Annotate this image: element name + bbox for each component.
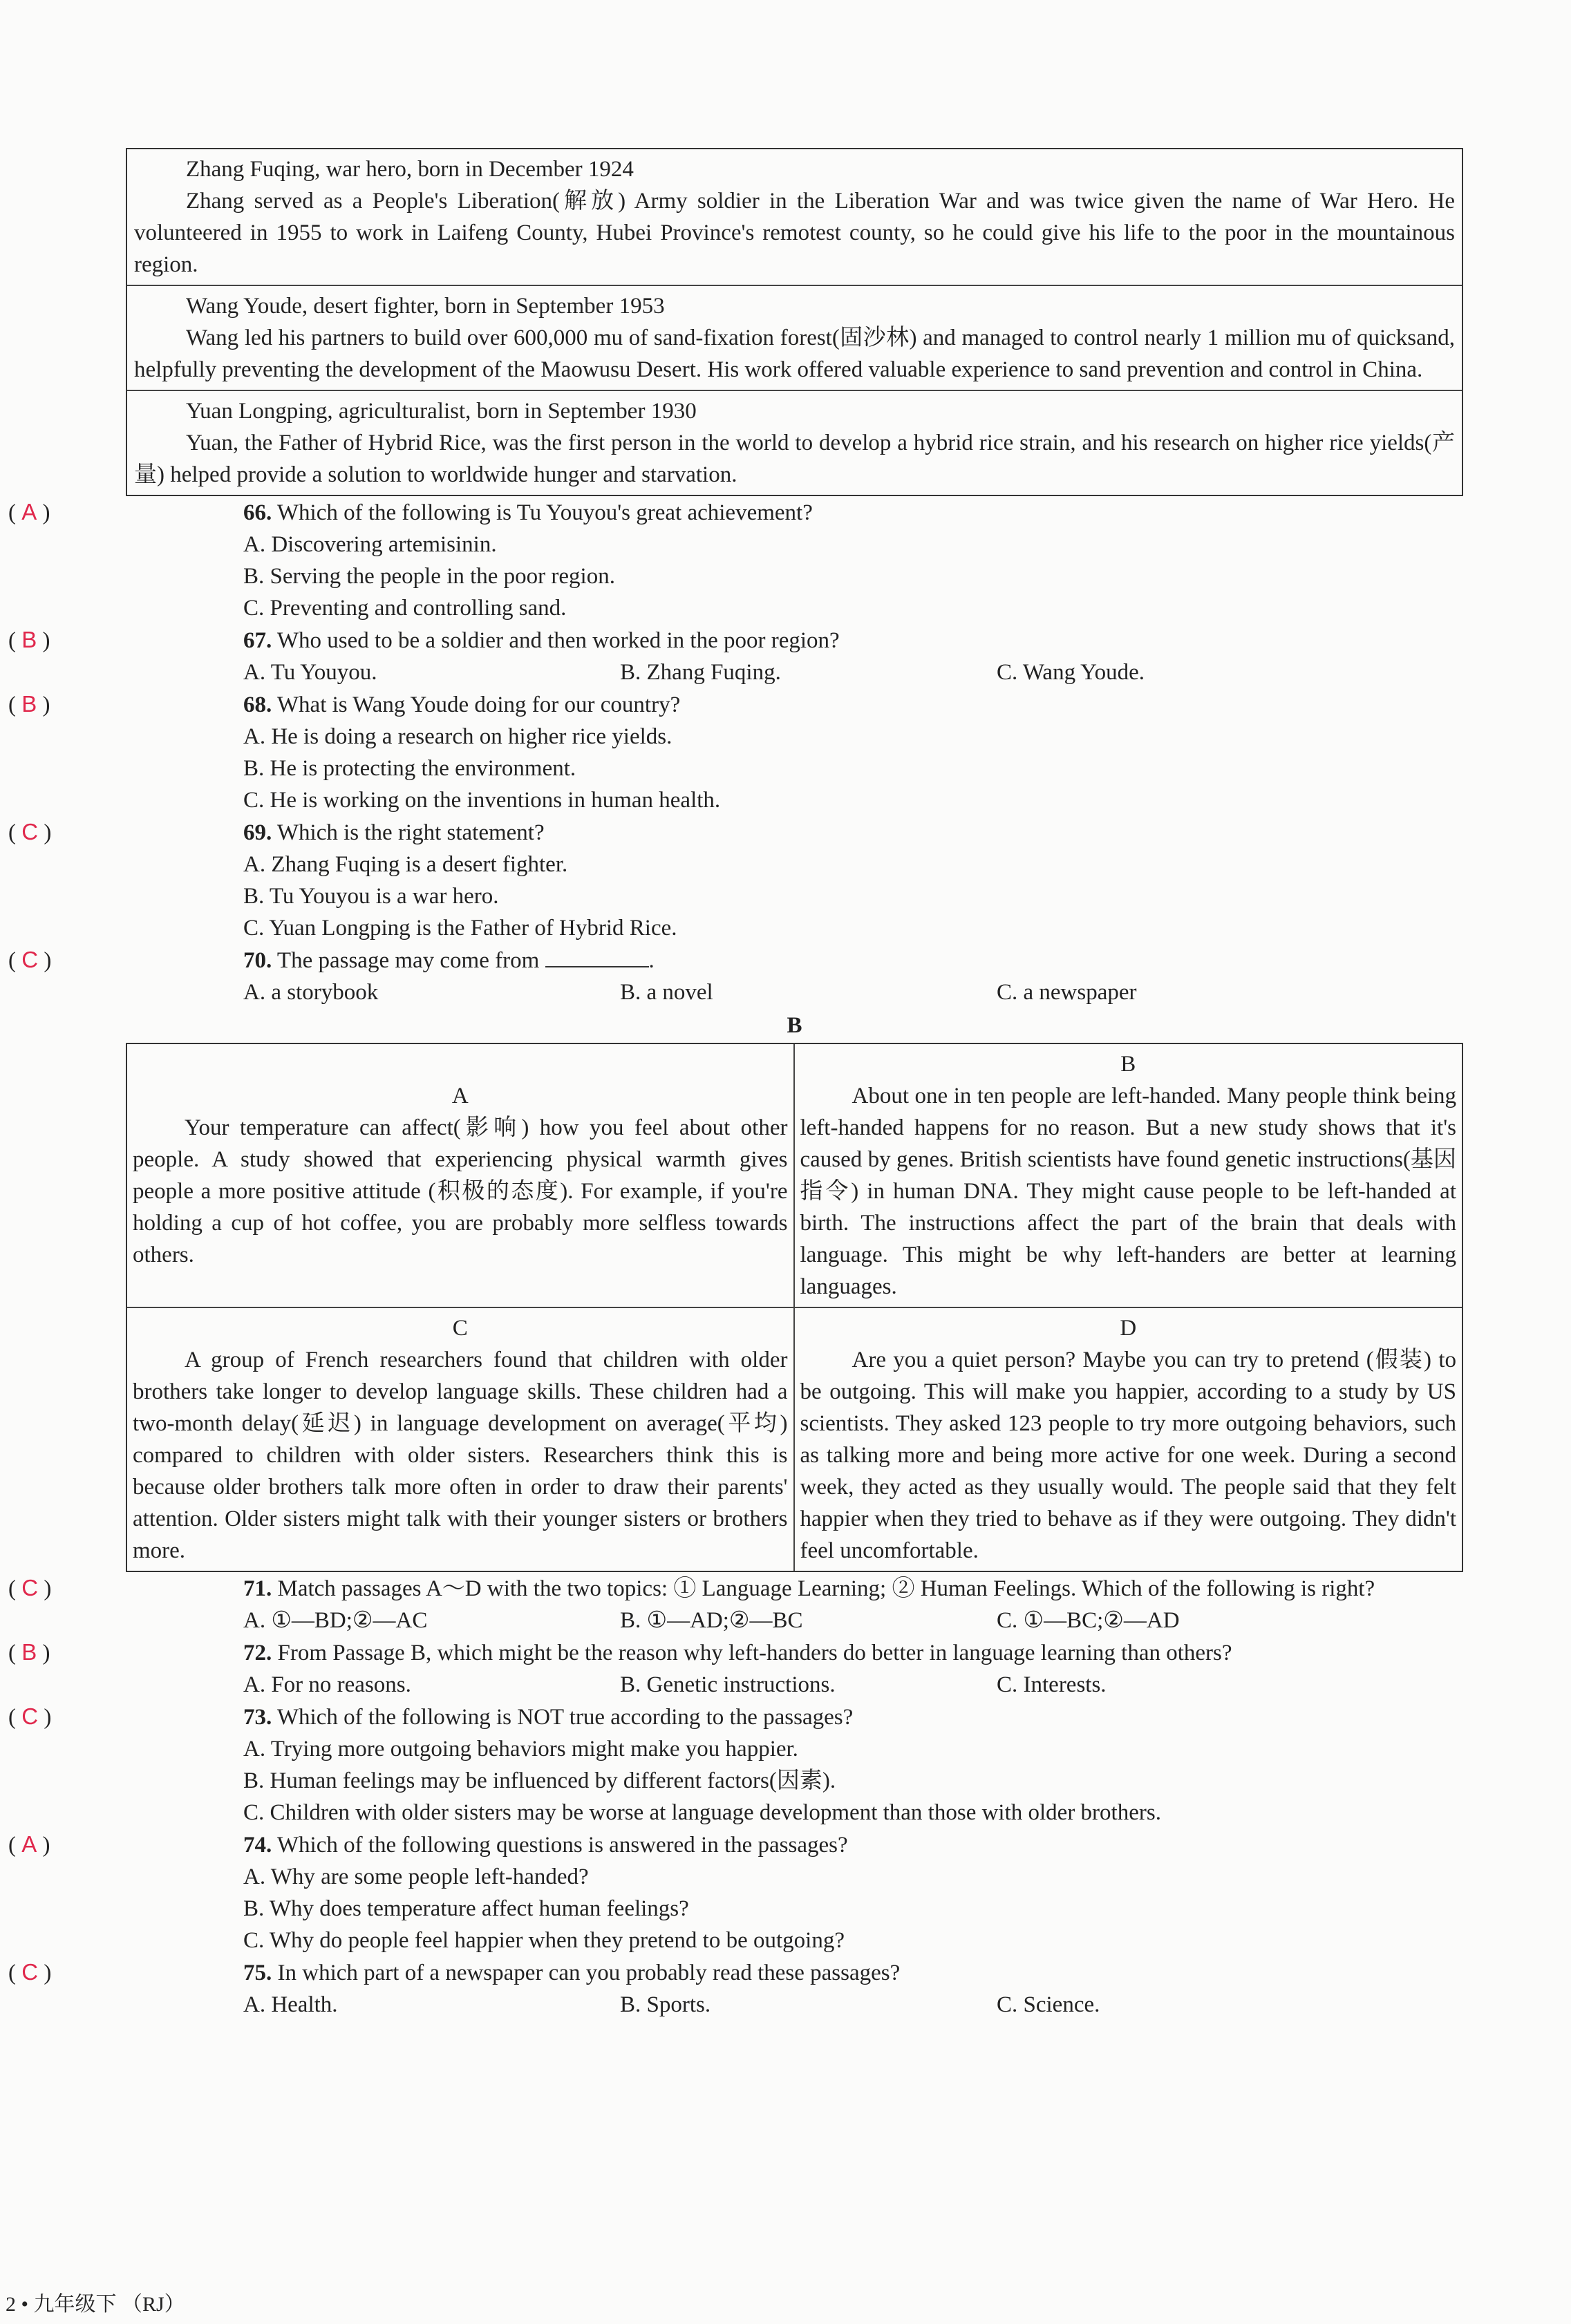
question-stem: What is Wang Youde doing for our country? [276,692,681,717]
option-a[interactable]: A. Tu Youyou. [243,660,377,685]
option-a[interactable]: A. Discovering artemisinin. [243,532,497,557]
answer-letter: A [21,1831,37,1857]
option-c[interactable]: C. Wang Youde. [997,660,1145,685]
passage-text: Are you a quiet person? Maybe you can try to pretend (假装) to be outgoing. This will make you happier, according to a study by US scientists. They asked 123 people to try more outgoing behaviors, such as talking more and being more active for one week. During a second week, they acted as they usually would. The people said that they felt happier when they tried to behave as if they were outgoing. They didn't feel uncomfortable. [800,1348,1456,1563]
answer-bracket: ( C ) [8,819,52,845]
passage-b-b [795,1044,1462,1308]
answer-bracket: ( C ) [8,1575,52,1601]
options-row [126,1669,1463,1701]
question-stem: Which of the following is Tu Youyou's great achievement? [276,500,813,525]
profile-yuan-longping [127,390,1462,495]
question-item [8,816,1463,944]
option-b[interactable]: B. Zhang Fuqing. [620,660,781,685]
profile-body: Wang led his partners to build over 600,000 mu of sand-fixation forest(固沙林) and managed to control nearly 1 million mu of quicksand, helpfully preventing the development of the Maowusu Desert. His work offered valuable experience to sand prevention and control in China. [134,325,1455,382]
option-c[interactable]: C. a newspaper [997,980,1137,1005]
passage-label: C [452,1316,468,1341]
question-stem: Match passages A～D with the two topics: ① Language Learning; ② Human Feelings. Which of the following is right? [277,1576,1375,1601]
profile-body: Zhang served as a People's Liberation(解放) Army soldier in the Liberation War and was twice given the name of War Hero. He volunteered in 1955 to work in Laifeng County, Hubei Province's remotest county, so he could give his life to the poor in the mountainous region. [134,189,1455,277]
passage-text: About one in ten people are left-handed. Many people think being left-handed happens for no reason. But a new study shows that it's caused by genes. British scientists have found genetic instructions(基因指令) in human DNA. They might cause people to be left-handed at birth. The instructions affect the part of the brain that deals with language. This might be why left-handers are better at learning languages. [800,1084,1456,1299]
passage-text: Your temperature can affect(影响) how you feel about other people. A study showed that experiencing physical warmth gives people a more positive attitude (积极的态度). For example, if you're holding a cup of hot coffee, you are probably more selfless towards others. [133,1115,788,1267]
questions-section-b [8,1572,1463,2021]
question-item [8,1701,1463,1829]
profile-title: Zhang Fuqing, war hero, born in December 1924 [186,157,634,182]
question-number: 69. [243,820,272,845]
answer-letter: B [21,627,37,652]
answer-bracket: ( A ) [8,1831,50,1858]
question-stem-line [8,1701,1463,1733]
answer-letter: C [21,1703,39,1729]
option-a[interactable]: A. Health. [243,1992,338,2017]
options-row [126,656,1463,688]
question-stem-line [8,688,1463,721]
option-c[interactable]: C. Yuan Longping is the Father of Hybrid Rice. [243,916,677,941]
passage-b-d [795,1308,1462,1571]
option-c[interactable]: C. Science. [997,1992,1100,2017]
question-item [8,944,1463,1008]
profile-title: Wang Youde, desert fighter, born in September 1953 [186,294,665,319]
option-b[interactable]: B. a novel [620,980,713,1005]
profile-wang-youde [127,285,1462,390]
profile-title: Yuan Longping, agriculturalist, born in September 1930 [186,399,697,424]
option-c[interactable]: C. Children with older sisters may be worse at language development than those with older brothers. [243,1800,1161,1825]
question-number: 75. [243,1961,272,1985]
option-b[interactable]: B. ①—AD;②—BC [620,1608,803,1633]
question-item [8,1829,1463,1956]
passage-text: A group of French researchers found that children with older brothers take longer to develop language skills. These children had a two-month delay(延迟) in language development on average(平均) compared to children with older sisters. Researchers think this is because older brothers talk more often in order to draw their parents' attention. Older sisters might talk with their younger sisters or brothers more. [133,1348,788,1563]
answer-letter: C [21,819,39,844]
question-stem-line [8,1829,1463,1861]
question-item [8,496,1463,624]
worksheet-page [8,148,1463,2021]
option-b[interactable]: B. Tu Youyou is a war hero. [243,884,499,909]
option-b[interactable]: B. Serving the people in the poor region. [243,564,615,589]
options-row [126,976,1463,1008]
questions-section-a [8,496,1463,1008]
option-a[interactable]: A. For no reasons. [243,1672,411,1697]
answer-bracket: ( C ) [8,1703,52,1730]
question-item [8,624,1463,688]
answer-letter: B [21,1639,37,1665]
profile-zhang-fuqing [127,149,1462,285]
answer-bracket: ( C ) [8,947,52,973]
question-stem-line [8,1636,1463,1669]
passage-b-c [127,1308,795,1571]
option-a[interactable]: A. Trying more outgoing behaviors might make you happier. [243,1737,798,1761]
option-c[interactable]: C. Preventing and controlling sand. [243,596,567,621]
question-stem: The passage may come from [276,948,540,973]
answer-letter: A [21,499,37,525]
question-number: 71. [243,1576,272,1601]
question-item [8,1636,1463,1701]
answer-letter: B [21,691,37,717]
question-stem-line [8,1956,1463,1989]
options-row [126,1989,1463,2021]
question-stem: Which of the following questions is answered in the passages? [276,1833,848,1858]
answer-bracket: ( B ) [8,627,50,653]
passage-b-grid [126,1043,1463,1572]
option-b[interactable]: B. Why does temperature affect human feelings? [243,1896,689,1921]
question-stem-line [8,1572,1463,1605]
answer-bracket: ( B ) [8,1639,50,1665]
option-a[interactable]: A. Why are some people left-handed? [243,1864,589,1889]
question-stem: Who used to be a soldier and then worked in the poor region? [276,628,840,653]
passage-label: A [451,1084,469,1108]
option-c[interactable]: C. ①—BC;②—AD [997,1608,1180,1633]
passage-a-table [126,148,1463,496]
question-stem-line [8,624,1463,656]
option-b[interactable]: B. Sports. [620,1992,711,2017]
option-a[interactable]: A. a storybook [243,980,379,1005]
question-number: 70. [243,948,272,973]
option-c[interactable]: C. Why do people feel happier when they pretend to be outgoing? [243,1928,845,1953]
answer-bracket: ( C ) [8,1959,52,1985]
passage-label: B [1120,1052,1136,1077]
answer-blank[interactable] [545,945,649,967]
answer-bracket: ( A ) [8,499,50,525]
passage-label: D [1120,1316,1137,1341]
answer-letter: C [21,1575,39,1600]
answer-letter: C [21,1959,39,1985]
option-c[interactable]: C. Interests. [997,1672,1107,1697]
question-stem-line [8,816,1463,849]
question-item [8,1572,1463,1636]
options-row [126,1605,1463,1636]
question-stem-line [8,496,1463,529]
question-number: 66. [243,500,272,525]
page-footer: 2 • 九年级下 （RJ） [6,2293,185,2316]
question-number: 68. [243,692,272,717]
question-number: 74. [243,1833,272,1858]
option-a[interactable]: A. Zhang Fuqing is a desert fighter. [243,852,568,877]
question-item [8,1956,1463,2021]
passage-b-a [127,1044,795,1308]
option-a[interactable]: A. ①—BD;②—AC [243,1608,428,1633]
question-item [8,688,1463,816]
question-number: 67. [243,628,272,653]
section-b-heading: B [787,1013,802,1038]
option-b[interactable]: B. He is protecting the environment. [243,756,576,781]
question-number: 73. [243,1705,272,1730]
answer-letter: C [21,947,39,972]
profile-body: Yuan, the Father of Hybrid Rice, was the first person in the world to develop a hybrid rice strain, and his research on higher rice yields(产量) helped provide a solution to worldwide hunger and starvation. [134,431,1455,487]
option-a[interactable]: A. He is doing a research on higher rice yields. [243,724,672,749]
question-stem: Which is the right statement? [276,820,545,845]
answer-bracket: ( B ) [8,691,50,717]
option-b[interactable]: B. Genetic instructions. [620,1672,836,1697]
question-stem-line: ( C ) 70. The passage may come from . [126,944,1463,976]
question-stem: From Passage B, which might be the reason why left-handers do better in language learning than others? [277,1641,1232,1665]
question-stem: Which of the following is NOT true according to the passages? [276,1705,854,1730]
option-c[interactable]: C. He is working on the inventions in human health. [243,788,721,813]
question-number: 72. [243,1641,272,1665]
option-b[interactable]: B. Human feelings may be influenced by different factors(因素). [243,1768,836,1793]
question-stem: In which part of a newspaper can you probably read these passages? [277,1961,901,1985]
